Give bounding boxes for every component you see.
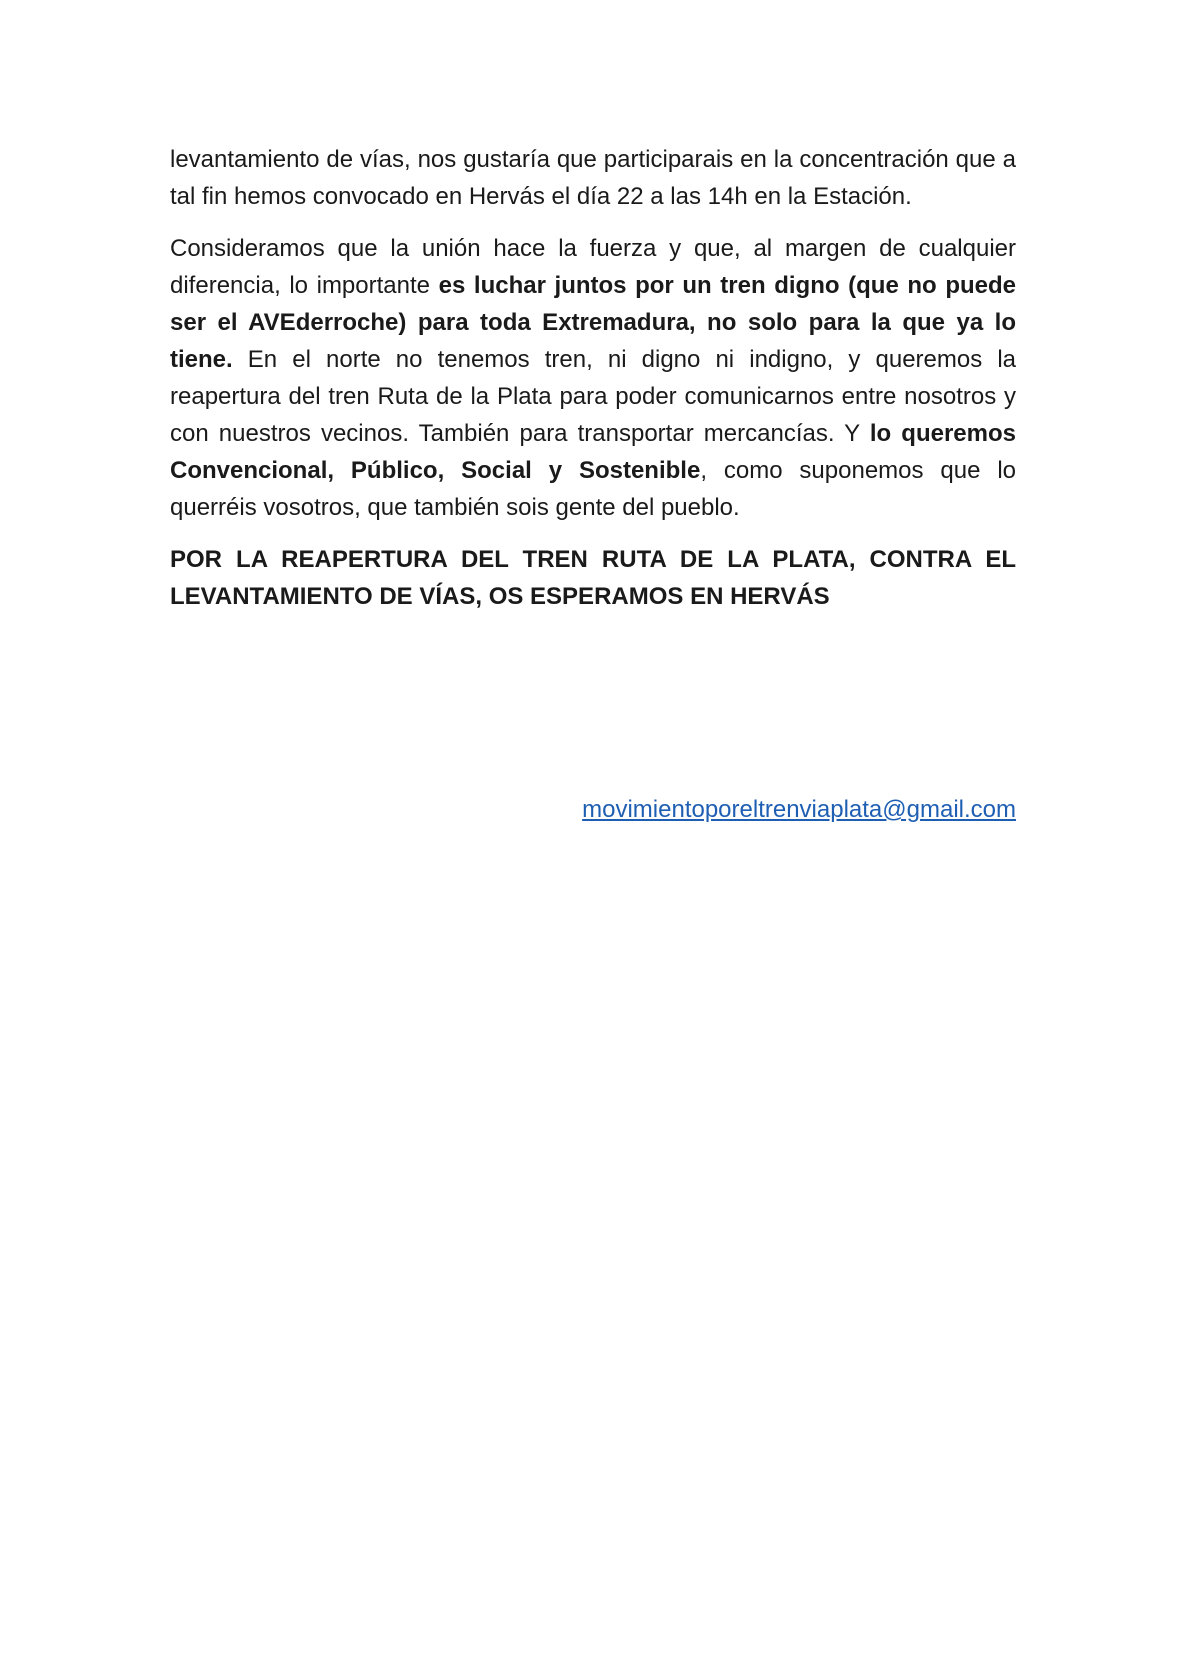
closing-slogan: POR LA REAPERTURA DEL TREN RUTA DE LA PLATA, CONTRA EL LEVANTAMIENTO DE VÍAS, OS ESPERAMOS EN HERVÁS xyxy=(170,546,1016,610)
paragraph-union-text-2: En el norte no tenemos tren, ni digno ni indigno, y queremos la reapertura del tren Ruta de la Plata para poder comunicarnos entre nosotros y con nuestros vecinos. También para transportar mercancías. Y xyxy=(170,346,1016,447)
contact-email-link[interactable]: movimientoporeltrenviaplata@gmail.com xyxy=(582,796,1016,823)
document-body xyxy=(170,141,1016,615)
contact-email-block xyxy=(582,791,1016,828)
paragraph-union xyxy=(170,230,1016,526)
paragraph-union-text-3: , como suponemos que lo querréis vosotros, que también sois gente del pueblo. xyxy=(170,457,1016,521)
paragraph-union-bold-1: es luchar juntos por un tren digno (que no puede ser el AVEderroche) para toda Extremadura, no solo para la que ya lo tiene. xyxy=(170,272,1016,373)
paragraph-union-text-1: Consideramos que la unión hace la fuerza y que, al margen de cualquier diferencia, lo importante xyxy=(170,235,1016,299)
paragraph-union-bold-2: lo queremos Convencional, Público, Social y Sostenible xyxy=(170,420,1016,484)
paragraph-concentration: levantamiento de vías, nos gustaría que participarais en la concentración que a tal fin hemos convocado en Hervás el día 22 a las 14h en la Estación. xyxy=(170,146,1016,210)
